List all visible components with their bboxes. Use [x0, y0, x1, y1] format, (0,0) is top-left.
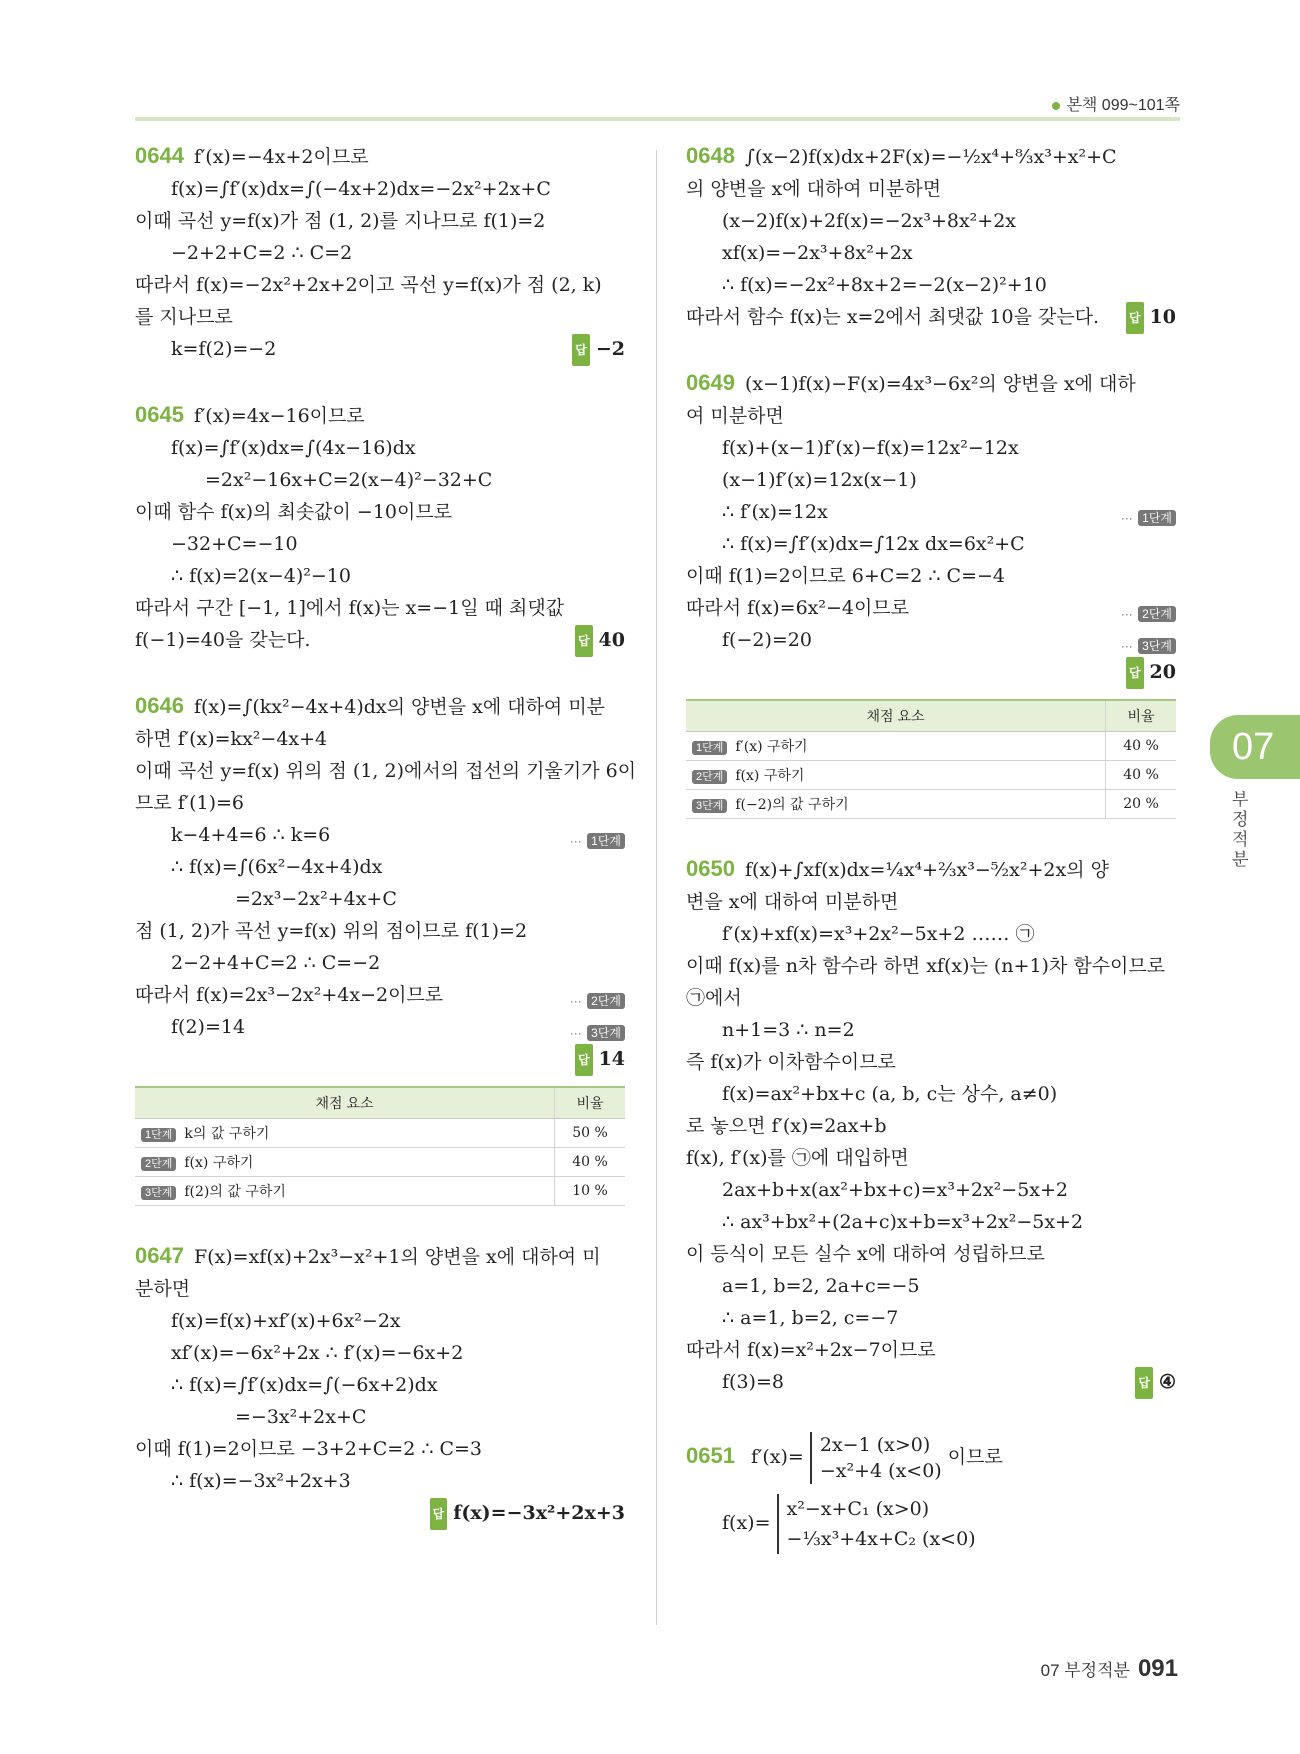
solution-line: f′(x)=4x−16이므로 — [193, 405, 365, 427]
solution-line: 점 (1, 2)가 곡선 y=f(x) 위의 점이므로 f(1)=2 — [135, 920, 528, 942]
solution-line: f(−1)=40을 갖는다. 답 40 — [135, 624, 625, 656]
solution-line: ∴ f(x)=2(x−4)²−10 — [171, 565, 351, 587]
solution-line: f(x)= x²−x+C₁ (x>0) −⅓x³+4x+C₂ (x<0) — [686, 1494, 1176, 1554]
solution-line: 분하면 — [135, 1278, 191, 1300]
step-marker: ··· 1단계 — [570, 825, 625, 857]
solution-line: f(x)=∫(kx²−4x+4)dx의 양변을 x에 대하여 미분 — [193, 696, 606, 718]
answer-tag: 답 — [1135, 1367, 1153, 1399]
page-number: 091 — [1137, 1655, 1178, 1682]
table-row: 3단계 f(2)의 값 구하기 10 % — [135, 1177, 625, 1206]
solution-line: 따라서 구간 [−1, 1]에서 f(x)는 x=−1일 때 최댓값 — [135, 597, 565, 619]
left-column — [135, 140, 637, 1564]
answer: 답 ④ — [1135, 1366, 1176, 1399]
chapter-tab: 07 — [1210, 715, 1300, 779]
table-row: 1단계 k의 값 구하기 50 % — [135, 1119, 625, 1148]
column-divider — [656, 150, 657, 1625]
step-marker: ··· 2단계 — [1121, 598, 1176, 630]
problem-0647 — [135, 1240, 625, 1530]
solution-line: ∴ ax³+bx²+(2a+c)x+b=x³+2x²−5x+2 — [722, 1211, 1084, 1233]
solution-line: =2x³−2x²+4x+C — [235, 888, 397, 910]
answer-tag: 답 — [572, 334, 590, 366]
problem-number: 0648 — [686, 143, 735, 168]
solution-line: k=f(2)=−2 답 −2 — [135, 333, 625, 365]
solution-line: f(x)=ax²+bx+c (a, b, c는 상수, a≠0) — [722, 1083, 1058, 1105]
solution-line: 의 양변을 x에 대하여 미분하면 — [686, 178, 942, 200]
solution-line: =2x²−16x+C=2(x−4)²−32+C — [205, 469, 493, 491]
problem-number: 0651 — [686, 1443, 735, 1468]
solution-line: 이때 곡선 y=f(x)가 점 (1, 2)를 지나므로 f(1)=2 — [135, 210, 546, 232]
solution-line: 여 미분하면 — [686, 405, 784, 427]
answer-tag: 답 — [575, 1044, 593, 1076]
solution-line: 따라서 함수 f(x)는 x=2에서 최댓값 10을 갖는다. 답 10 — [686, 301, 1176, 333]
solution-line: 이때 f(1)=2이므로 −3+2+C=2 ∴ C=3 — [135, 1438, 482, 1460]
solution-line: f(x)=f(x)+xf′(x)+6x²−2x — [171, 1310, 401, 1332]
solution-line: 하면 f′(x)=kx²−4x+4 — [135, 728, 328, 750]
answer-tag: 답 — [430, 1498, 448, 1530]
bullet-dot-icon — [1052, 102, 1060, 110]
solution-line: ∴ a=1, b=2, c=−7 — [722, 1307, 899, 1329]
answer-tag: 답 — [1126, 657, 1144, 689]
solution-line: −32+C=−10 — [171, 533, 298, 555]
solution-line: ∫(x−2)f(x)dx+2F(x)=−½x⁴+⁸⁄₃x³+x²+C — [744, 146, 1117, 168]
solution-line: a=1, b=2, 2a+c=−5 — [722, 1275, 920, 1297]
table-row: 1단계 f′(x) 구하기 40 % — [686, 732, 1176, 761]
table-row: 2단계 f(x) 구하기 40 % — [135, 1148, 625, 1177]
problem-number: 0644 — [135, 143, 184, 168]
solution-line: 따라서 f(x)=2x³−2x²+4x−2이므로 ··· 2단계 — [135, 979, 625, 1011]
scoring-table: 채점 요소 비율 1단계 f′(x) 구하기 40 % 2단계 f(x) 구하기 40 % 3단계 f(−2)의 값 구하기 20 % — [686, 699, 1176, 819]
step-marker: ··· 3단계 — [1121, 630, 1176, 662]
solution-line: n+1=3 ∴ n=2 — [722, 1019, 855, 1041]
problem-number: 0646 — [135, 693, 184, 718]
answer: 답 10 — [1126, 301, 1176, 334]
solution-line: ∴ f(x)=∫f′(x)dx=∫(−6x+2)dx — [171, 1374, 438, 1396]
solution-line: 를 지나므로 — [135, 306, 233, 328]
solution-line: −2+2+C=2 ∴ C=2 — [171, 242, 353, 264]
problem-0651 — [686, 1432, 1176, 1554]
solution-line: 이때 f(1)=2이므로 6+C=2 ∴ C=−4 — [686, 565, 1005, 587]
solution-line: f(x)=∫f′(x)dx=∫(−4x+2)dx=−2x²+2x+C — [171, 178, 551, 200]
problem-0644 — [135, 140, 625, 365]
step-marker: ··· 2단계 — [570, 985, 625, 1017]
solution-line: 따라서 f(x)=6x²−4이므로 ··· 2단계 — [686, 592, 1176, 624]
solution-line: ∴ f(x)=∫(6x²−4x+4)dx — [171, 856, 383, 878]
solution-line: k−4+4=6 ∴ k=6 ··· 1단계 — [135, 819, 625, 851]
step-marker: ··· 1단계 — [1121, 502, 1176, 534]
solution-line: 므로 f′(1)=6 — [135, 792, 245, 814]
book-reference: 본책 099~101쪽 — [1052, 92, 1180, 115]
problem-number: 0645 — [135, 402, 184, 427]
piecewise-brace: x²−x+C₁ (x>0) −⅓x³+4x+C₂ (x<0) — [777, 1494, 976, 1554]
solution-line: 따라서 f(x)=−2x²+2x+2이고 곡선 y=f(x)가 점 (2, k) — [135, 274, 602, 296]
solution-line: f′(x)=−4x+2이므로 — [193, 146, 369, 168]
problem-0650 — [686, 853, 1176, 1398]
solution-line: 0651 f′(x)= 2x−1 (x>0) −x²+4 (x<0) 이므로 — [686, 1434, 1003, 1482]
solution-line: ∴ f(x)=∫f′(x)dx=∫12x dx=6x²+C — [722, 533, 1025, 555]
problem-0648 — [686, 140, 1176, 333]
right-column — [686, 140, 1176, 1588]
solution-line: ∴ f′(x)=12x ··· 1단계 — [686, 496, 1176, 528]
solution-line: f(2)=14 ··· 3단계 — [135, 1011, 625, 1043]
solution-line: ∴ f(x)=−2x²+8x+2=−2(x−2)²+10 — [722, 274, 1047, 296]
problem-0646 — [135, 690, 637, 1206]
solution-line: xf(x)=−2x³+8x²+2x — [722, 242, 913, 264]
solution-line: f(3)=8 답 ④ — [686, 1366, 1176, 1398]
problem-0645 — [135, 399, 625, 656]
solution-line: 이때 f(x)를 n차 함수라 하면 xf(x)는 (n+1)차 함수이므로 — [686, 955, 1166, 977]
solution-line: f′(x)+xf(x)=x³+2x²−5x+2 …… ㉠ — [722, 923, 1035, 945]
problem-0649 — [686, 367, 1176, 819]
solution-line: f(−2)=20 ··· 3단계 — [686, 624, 1176, 656]
problem-number: 0649 — [686, 370, 735, 395]
solution-line: ∴ f(x)=−3x²+2x+3 — [171, 1470, 351, 1492]
solution-line: 로 놓으면 f′(x)=2ax+b — [686, 1115, 887, 1137]
solution-line: f(x)+(x−1)f′(x)−f(x)=12x²−12x — [722, 437, 1019, 459]
scoring-table: 채점 요소 비율 1단계 k의 값 구하기 50 % 2단계 f(x) 구하기 40 % 3단계 f(2)의 값 구하기 10 % — [135, 1086, 625, 1206]
solution-line: ㉠에서 — [686, 987, 742, 1009]
answer-tag: 답 — [1126, 302, 1144, 334]
solution-line: F(x)=xf(x)+2x³−x²+1의 양변을 x에 대하여 미 — [193, 1246, 601, 1268]
step-marker: ··· 3단계 — [570, 1017, 625, 1049]
solution-line: xf′(x)=−6x²+2x ∴ f′(x)=−6x+2 — [171, 1342, 464, 1364]
solution-line: 변을 x에 대하여 미분하면 — [686, 891, 899, 913]
problem-number: 0647 — [135, 1243, 184, 1268]
answer: 답 −2 — [572, 333, 625, 366]
solution-line: (x−1)f(x)−F(x)=4x³−6x²의 양변을 x에 대하 — [744, 373, 1136, 395]
answer-tag: 답 — [575, 625, 593, 657]
answer: 답 40 — [575, 624, 625, 657]
solution-line: f(x)=∫f′(x)dx=∫(4x−16)dx — [171, 437, 416, 459]
solution-line: 이때 함수 f(x)의 최솟값이 −10이므로 — [135, 501, 453, 523]
answer: 답 20 — [686, 656, 1176, 689]
header-rule — [135, 117, 1180, 121]
answer: 답 14 — [135, 1043, 625, 1076]
problem-number: 0650 — [686, 856, 735, 881]
solution-line: 즉 f(x)가 이차함수이므로 — [686, 1051, 896, 1073]
table-row: 2단계 f(x) 구하기 40 % — [686, 761, 1176, 790]
table-row: 3단계 f(−2)의 값 구하기 20 % — [686, 790, 1176, 819]
solution-line: f(x)+∫xf(x)dx=¼x⁴+⅔x³−⁵⁄₂x²+2x의 양 — [744, 859, 1109, 881]
piecewise-brace: 2x−1 (x>0) −x²+4 (x<0) — [810, 1432, 942, 1484]
solution-line: 2ax+b+x(ax²+bx+c)=x³+2x²−5x+2 — [722, 1179, 1069, 1201]
solution-line: 2−2+4+C=2 ∴ C=−2 — [171, 952, 381, 974]
page-footer: 07 부정적분 091 — [1040, 1655, 1178, 1682]
solution-line: (x−2)f(x)+2f(x)=−2x³+8x²+2x — [722, 210, 1017, 232]
solution-line: =−3x²+2x+C — [235, 1406, 367, 1428]
solution-line: 이 등식이 모든 실수 x에 대하여 성립하므로 — [686, 1243, 1045, 1265]
solution-line: f(x), f′(x)를 ㉠에 대입하면 — [686, 1147, 909, 1169]
solution-line: 이때 곡선 y=f(x) 위의 점 (1, 2)에서의 접선의 기울기가 6이 — [135, 760, 637, 782]
answer: 답 f(x)=−3x²+2x+3 — [135, 1497, 625, 1530]
solution-line: (x−1)f′(x)=12x(x−1) — [722, 469, 917, 491]
solution-line: 따라서 f(x)=x²+2x−7이므로 — [686, 1339, 936, 1361]
chapter-tab-label: 부정적분 — [1232, 790, 1249, 869]
